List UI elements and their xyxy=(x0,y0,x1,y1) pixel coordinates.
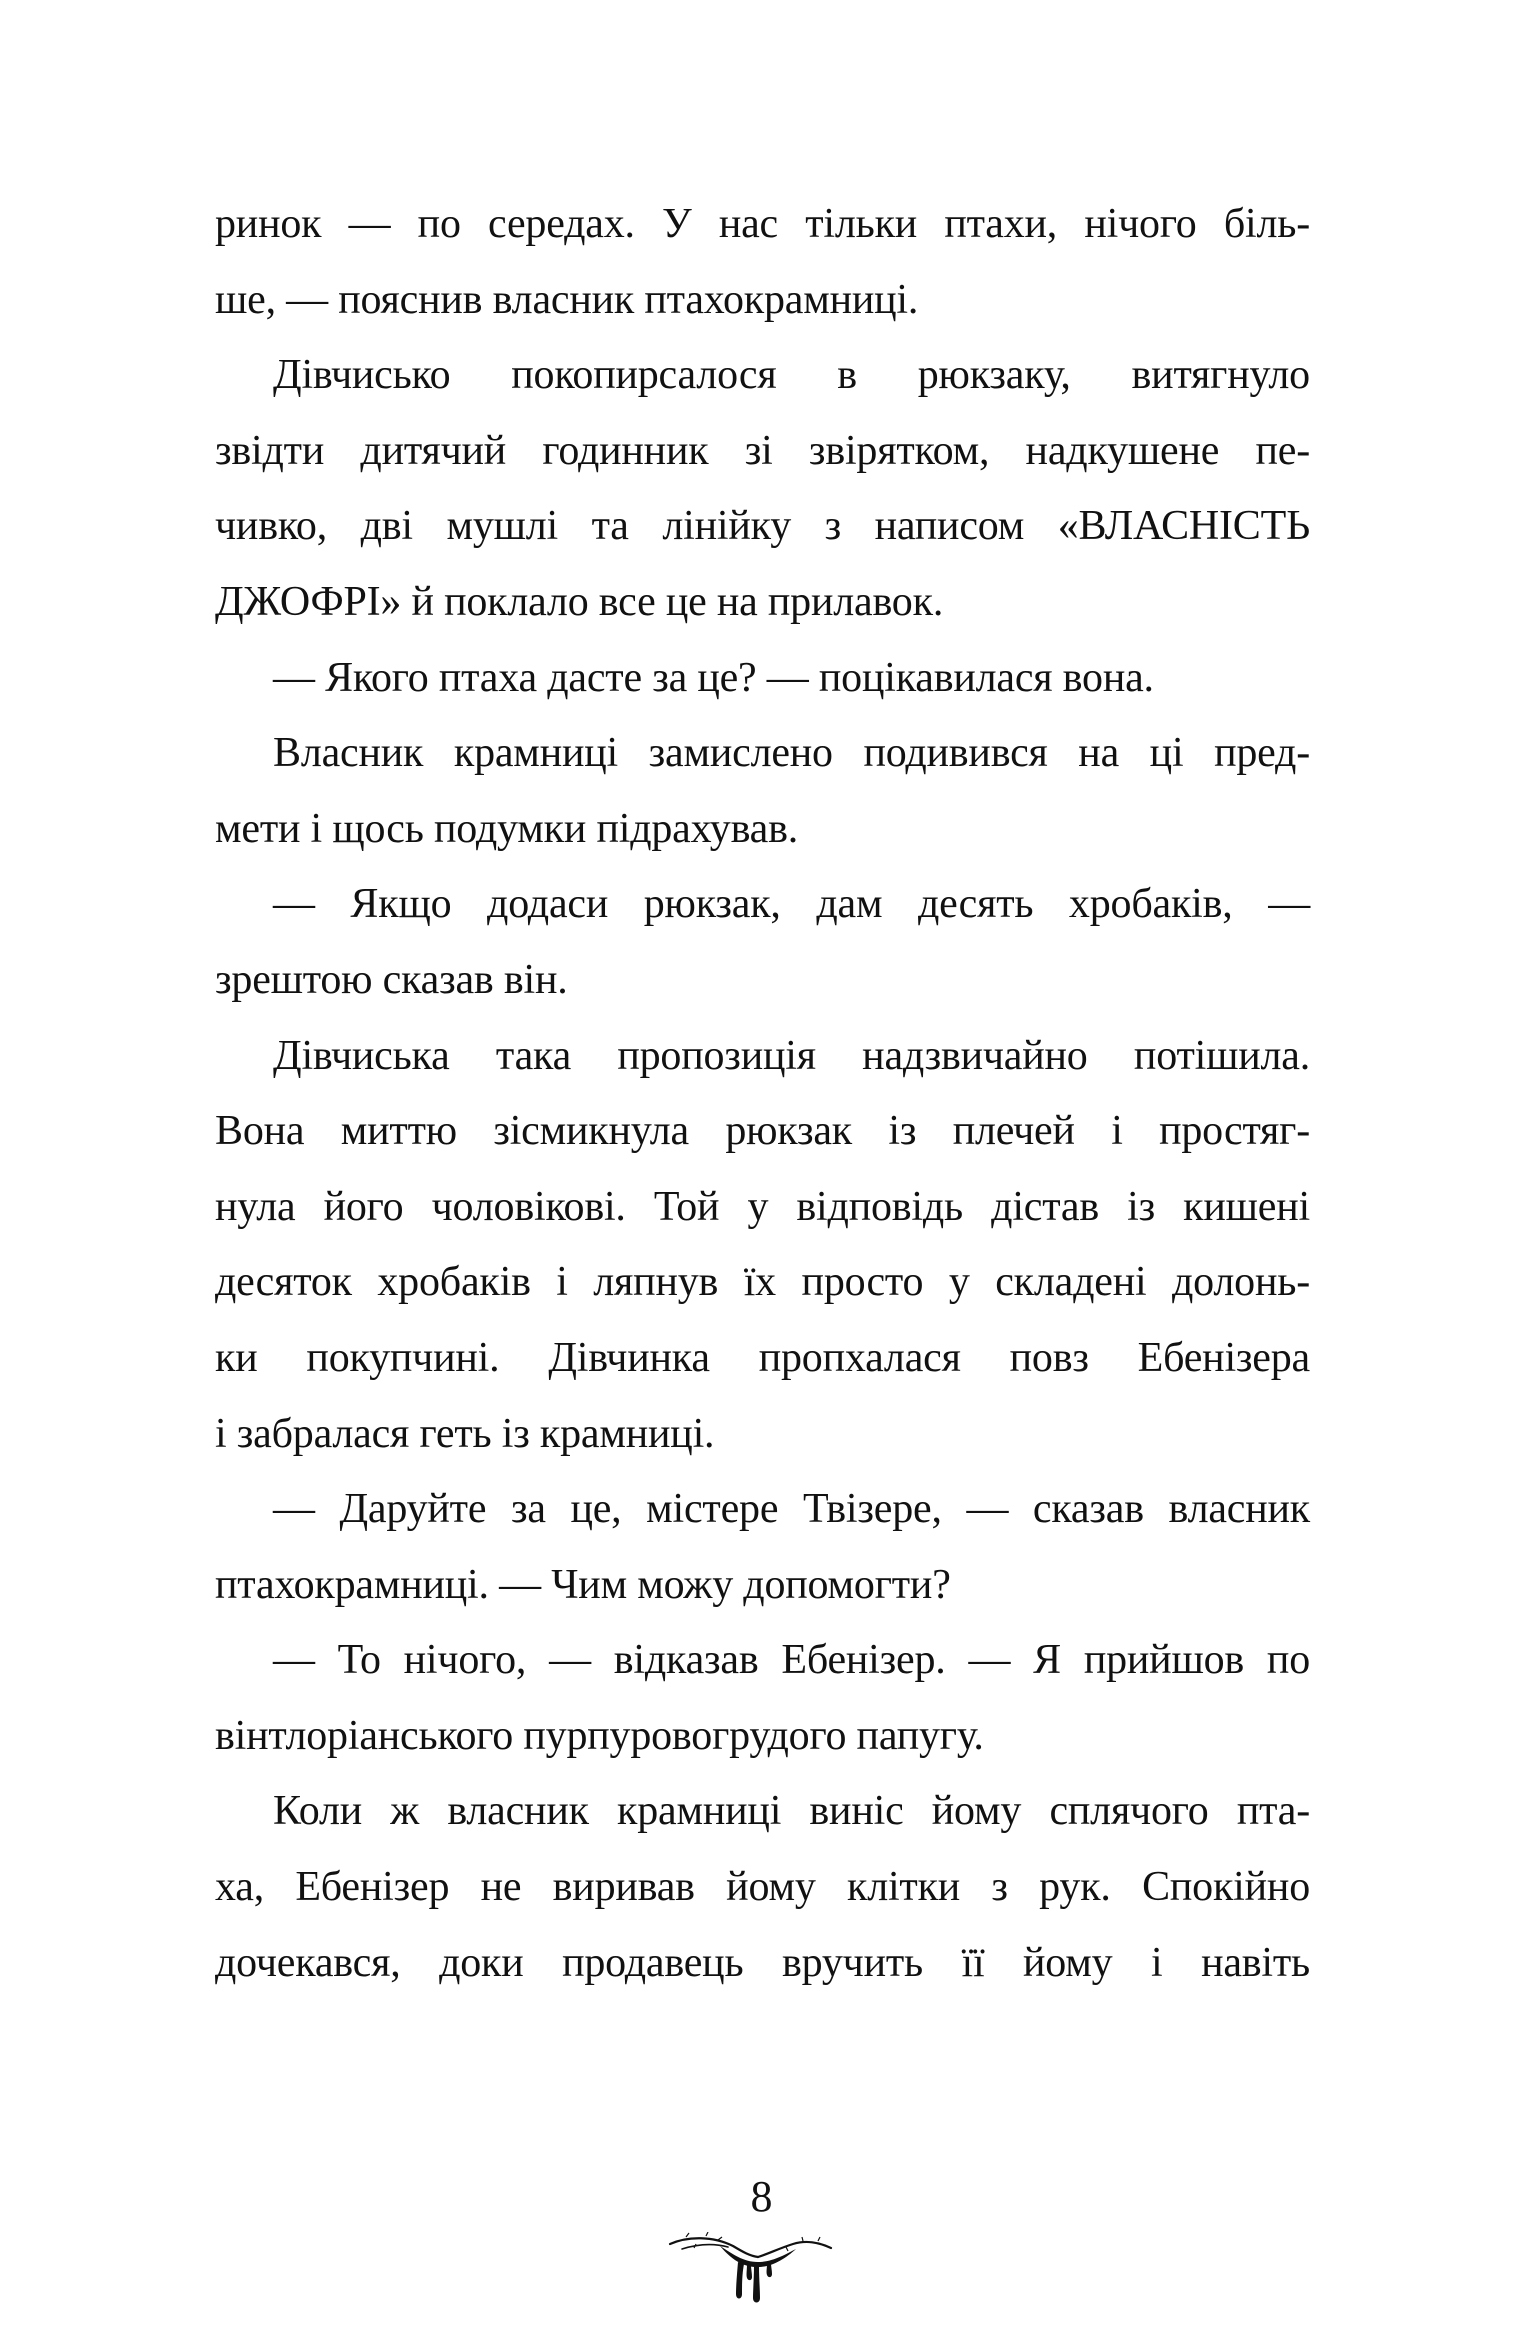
text-line: Дівчисько покопирсалося в рюкзаку, витягнуло xyxy=(273,352,1310,399)
text-line: Вона миттю зісмикнула рюкзак із плечей і простяг- xyxy=(215,1108,1310,1155)
text-line: десяток хробаків і ляпнув їх просто у складені долонь- xyxy=(215,1259,1310,1306)
text-line: чивко, дві мушлі та лінійку з написом «ВЛАСНІСТЬ xyxy=(215,503,1310,550)
text-line: і забралася геть із крамниці. xyxy=(215,1410,715,1457)
text-line: ше, — пояснив власник птахокрамниці. xyxy=(215,276,919,323)
text-line: ки покупчині. Дівчинка пропхалася повз Ебенізера xyxy=(215,1334,1310,1381)
text-line: ринок — по середах. У нас тільки птахи, нічого біль- xyxy=(215,201,1310,247)
text-line: — То нічого, — відказав Ебенізер. — Я прийшов по xyxy=(273,1637,1310,1684)
text-line: — Даруйте за це, містере Твізере, — сказав власник xyxy=(273,1486,1310,1533)
text-line: — Якого птаха дасте за це? — поцікавилася вона. xyxy=(273,654,1154,701)
thorny-branch-ornament-icon xyxy=(668,2232,833,2307)
text-line: ДЖОФРІ» й поклало все це на прилавок. xyxy=(215,578,944,625)
body-text xyxy=(215,187,1310,2001)
text-line: Власник крамниці замислено подивився на ці пред- xyxy=(273,730,1310,777)
text-line: ха, Ебенізер не виривав йому клітки з рук. Спокійно xyxy=(215,1864,1310,1911)
text-line: мети і щось подумки підрахував. xyxy=(215,805,799,852)
text-line: дочекався, доки продавець вручить її йому і навіть xyxy=(215,1939,1310,1986)
text-line: Дівчиська така пропозиція надзвичайно потішила. xyxy=(273,1032,1310,1079)
text-line: Коли ж власник крамниці виніс йому сплячого пта- xyxy=(273,1788,1310,1835)
text-line: вінтлоріанського пурпуровогрудого папугу. xyxy=(215,1712,984,1759)
text-line: звідти дитячий годинник зі звірятком, надкушене пе- xyxy=(215,427,1310,474)
text-line: нула його чоловікові. Той у відповідь дістав із кишені xyxy=(215,1183,1310,1230)
text-line: зрештою сказав він. xyxy=(215,956,568,1003)
text-line: — Якщо додаси рюкзак, дам десять хробаків, — xyxy=(273,881,1310,928)
page-number: 8 xyxy=(750,2172,773,2221)
text-line: птахокрамниці. — Чим можу допомогти? xyxy=(215,1561,951,1608)
